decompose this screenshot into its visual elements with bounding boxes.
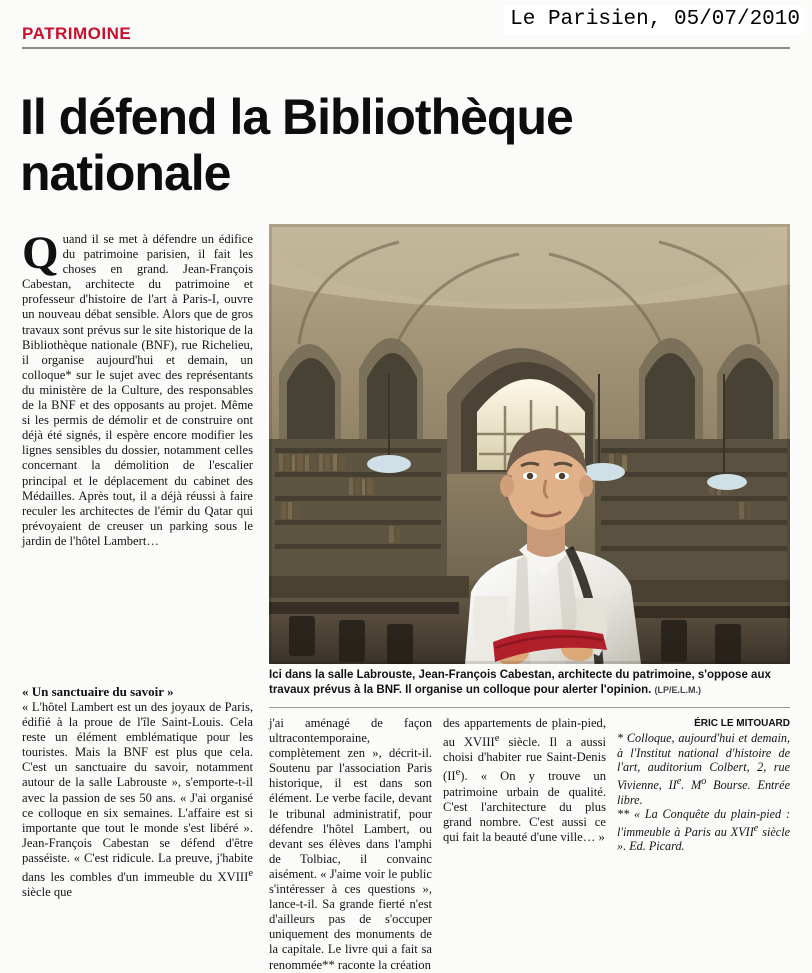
footnote-2-b: siècle ». Ed. Picard. bbox=[617, 824, 790, 854]
article-photo bbox=[269, 224, 790, 664]
footnote-1-a: * Colloque, aujourd'hui et demain, à l'Institut national d'histoire de l'art, auditorium Colbert, 2, rue Vivienne, II bbox=[617, 731, 790, 792]
ordinal-suffix-2: e bbox=[494, 733, 500, 745]
footnote-1 bbox=[617, 731, 790, 807]
headline-line-1: Il défend la Bibliothèque bbox=[20, 88, 573, 145]
source-stamp: Le Parisien, 05/07/2010 bbox=[504, 6, 804, 34]
photo-caption bbox=[269, 668, 790, 698]
body-column-3 bbox=[443, 716, 606, 845]
column-3-part-b: siècle. Il a aussi choisi d'habiter rue Saint-Denis (II bbox=[443, 735, 606, 784]
lead-text: uand il se met à défendre un édifice du patrimoine parisien, il fait les choses en grand. Jean-François Cabestan, architecte du patrimoine et professeur d'histoire de l'art à Paris-I, ouvre un nouveau débat sensible. Alors que de gros travaux sont prévus sur le site historique de la Bibliothèque nationale (BNF), rue Richelieu, il organise aujourd'hui et demain, un colloque* sur le sujet avec des représentants du ministère de la Culture, des responsables de la BNF et des opposants au projet. Même si les permis de démolir et de construire ont déjà été signés, il espère encore modifier les lignes sensibles du dossier, notamment celles concernant la démolition de l'escalier principal et le déplacement du cabinet des Médailles. Après tout, il a déjà réussi à faire reculer les architectes de l'émir du Qatar qui prévoyaient de creuser un parking sous le jardin de l'hôtel Lambert… bbox=[22, 232, 253, 548]
column-3-part-c: ). « On y trouve un patrimoine urbain de qualité. C'est l'architecture du plus grand nombre. C'est aussi ce qui fait la beauté d'une ville… » bbox=[443, 769, 606, 845]
drop-cap: Q bbox=[22, 227, 59, 279]
section-kicker: PATRIMOINE bbox=[22, 24, 132, 43]
column-1-text: « L'hôtel Lambert est un des joyaux de Paris, édifié à la proue de l'île Saint-Louis. Cela reste un élément emblématique pour les touristes. Mais la BNF est plus que cela. C'est un sanctuaire du savoir, notamment autour de la salle Labrouste », s'emporte-t-il avec la passion de ses 50 ans. « J'ai organisé ce colloque en six semaines. L'affaire est si importante que tout le monde s'est libéré ». Jean-François Cabestan se défend d'être passéiste. « C'est ridicule. La preuve, j'habite dans les combles d'un immeuble du XVIII bbox=[22, 700, 253, 885]
footnote-1-sup: e bbox=[676, 775, 682, 787]
column-1-text-end: siècle que bbox=[22, 885, 72, 900]
column-1-continuation bbox=[22, 700, 253, 900]
body-column-1 bbox=[22, 227, 253, 549]
ordinal-suffix: e bbox=[248, 868, 253, 880]
kicker-divider bbox=[22, 47, 790, 49]
page-title bbox=[20, 89, 790, 201]
lead-paragraph bbox=[22, 227, 253, 549]
footnote-2-sup: e bbox=[753, 822, 759, 834]
photo-credit: (LP/E.L.M.) bbox=[654, 685, 702, 695]
footnote-1-b: . M bbox=[681, 777, 702, 792]
column-2-text: j'ai aménagé de façon ultracontemporaine, complètement zen », décrit-il. Soutenu par l'association Paris historique, il est dans son élément. Le verbe facile, devant le tribunal administratif, pour défendre l'hôtel Lambert, ou devant ses élèves dans l'amphi de Tolbiac, il convainc aisément. « J'aime voir le public s'intéresser à ces questions », lance-t-il. Sa grande fierté n'est d'ailleurs pas de s'occuper uniquement des monuments de la capitale. Le livre qui a fait sa renommée** raconte la création bbox=[269, 716, 432, 972]
subheading: « Un sanctuaire du savoir » bbox=[22, 684, 174, 699]
ordinal-suffix-3: e bbox=[455, 767, 461, 779]
column-3-part-a: des appartements de plain-pied, au XVIII bbox=[443, 716, 606, 750]
body-column-1-lower bbox=[22, 684, 253, 900]
footnote-1-c: Bourse. Entrée libre. bbox=[617, 777, 790, 807]
caption-divider bbox=[269, 707, 790, 708]
column-3-text bbox=[443, 716, 606, 845]
footnote-1-sup2: o bbox=[701, 775, 707, 787]
footnote-2 bbox=[617, 807, 790, 854]
footnote-2-a: ** « La Conquête du plain-pied : l'immeuble à Paris au XVII bbox=[617, 807, 790, 839]
photo-illustration bbox=[269, 224, 790, 664]
body-column-2 bbox=[269, 716, 432, 973]
body-column-4 bbox=[617, 716, 790, 854]
headline-line-2: nationale bbox=[20, 144, 231, 201]
photo-caption-text: Ici dans la salle Labrouste, Jean-François Cabestan, architecte du patrimoine, s'oppose aux travaux prévus à la BNF. Il organise un colloque pour alerter l'opinion. bbox=[269, 669, 771, 696]
byline: ÉRIC LE MITOUARD bbox=[694, 718, 790, 729]
